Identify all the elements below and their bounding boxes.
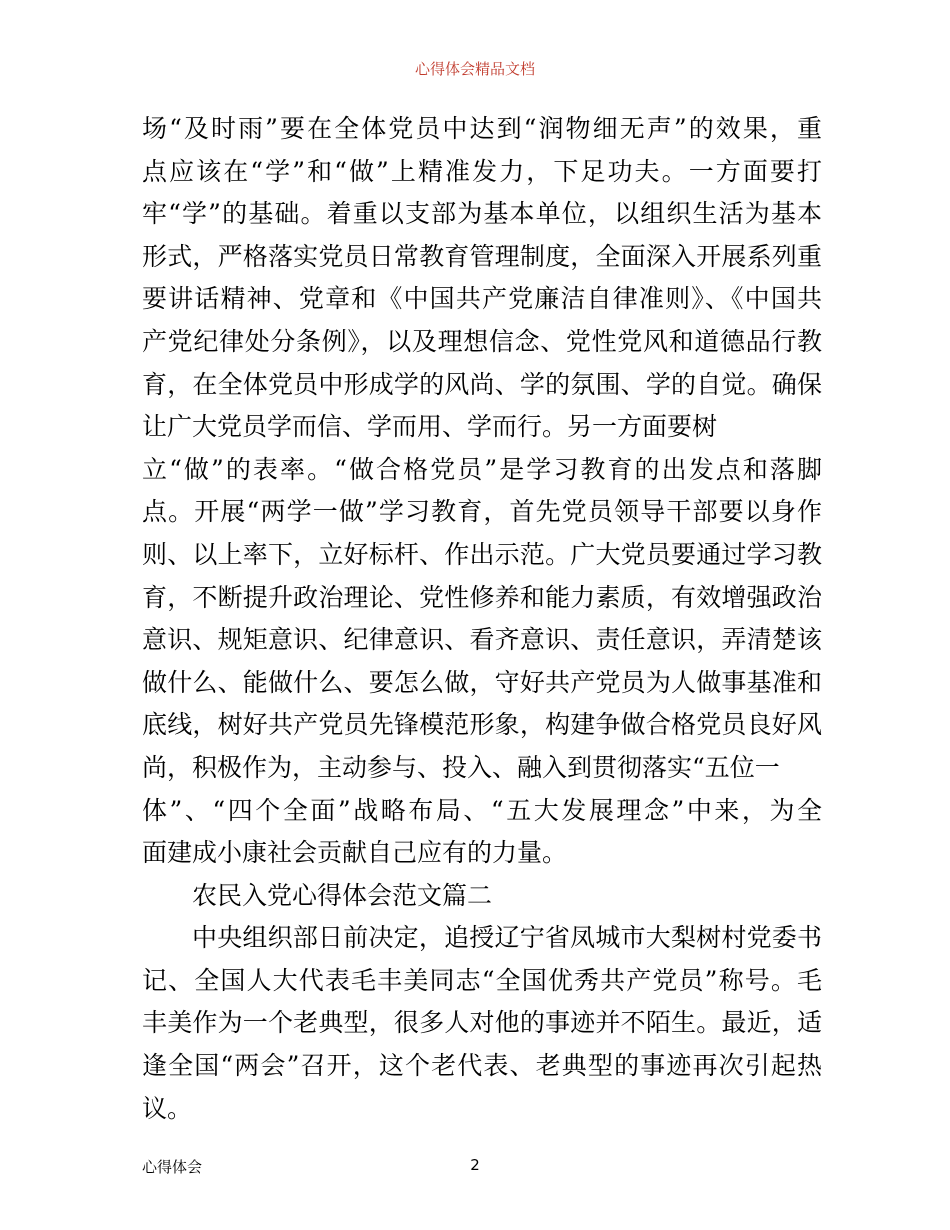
text-line: 底线，树好共产党员先锋模范形象，构建争做合格党员良好风 <box>142 710 822 740</box>
document-header-title: 心得体会精品文档 <box>414 60 535 78</box>
text-line: 形式，严格落实党员日常教育管理制度，全面深入开展系列重 <box>142 241 822 271</box>
text-line: 让广大党员学而信、学而用、学而行。另一方面要树 <box>142 412 718 442</box>
text-line: 场“及时雨”要在全体党员中达到“润物细无声”的效果，重 <box>142 114 822 143</box>
text-line: 尚，积极作为，主动参与、投入、融入到贯彻落实“五位一 <box>142 752 780 782</box>
text-line: 做什么、能做什么、要怎么做，守好共产党员为人做事基准和 <box>142 667 822 697</box>
text-line: 意识、规矩意识、纪律意识、看齐意识、责任意识，弄清楚该 <box>142 625 822 655</box>
text-line: 牢“学”的基础。着重以支部为基本单位，以组织生活为基本 <box>142 199 822 229</box>
text-line: 立“做”的表率。“做合格党员”是学习教育的出发点和落脚 <box>142 454 822 484</box>
text-line: 点。开展“两学一做”学习教育，首先党员领导干部要以身作 <box>142 497 822 527</box>
text-line: 产党纪律处分条例》，以及理想信念、党性党风和道德品行教 <box>142 326 822 356</box>
text-line: 中央组织部日前决定，追授辽宁省凤城市大梨树村党委书 <box>192 923 822 953</box>
text-line: 育，在全体党员中形成学的风尚、学的氛围、学的自觉。确保 <box>142 369 822 399</box>
text-line: 记、全国人大代表毛丰美同志“全国优秀共产党员”称号。毛 <box>142 965 822 995</box>
section-heading: 农民入党心得体会范文篇二 <box>192 880 493 910</box>
text-line: 育，不断提升政治理论、党性修养和能力素质，有效增强政治 <box>142 582 822 612</box>
text-line: 议。 <box>142 1093 193 1123</box>
text-line: 要讲话精神、党章和《中国共产党廉洁自律准则》、《中国共 <box>142 284 822 314</box>
document-body <box>142 108 822 1130</box>
page-number: 2 <box>470 1156 480 1174</box>
text-line: 则、以上率下，立好标杆、作出示范。广大党员要通过学习教 <box>142 539 822 569</box>
text-line: 丰美作为一个老典型，很多人对他的事迹并不陌生。最近，适 <box>142 1008 822 1038</box>
text-line: 点应该在“学”和“做”上精准发力，下足功夫。一方面要打 <box>142 156 822 186</box>
footer-label: 心得体会 <box>142 1158 203 1176</box>
text-line: 逢全国“两会”召开，这个老代表、老典型的事迹再次引起热 <box>142 1051 822 1081</box>
text-line: 面建成小康社会贡献自己应有的力量。 <box>142 838 568 868</box>
text-line: 体”、“四个全面”战略布局、“五大发展理念”中来，为全 <box>142 795 822 825</box>
